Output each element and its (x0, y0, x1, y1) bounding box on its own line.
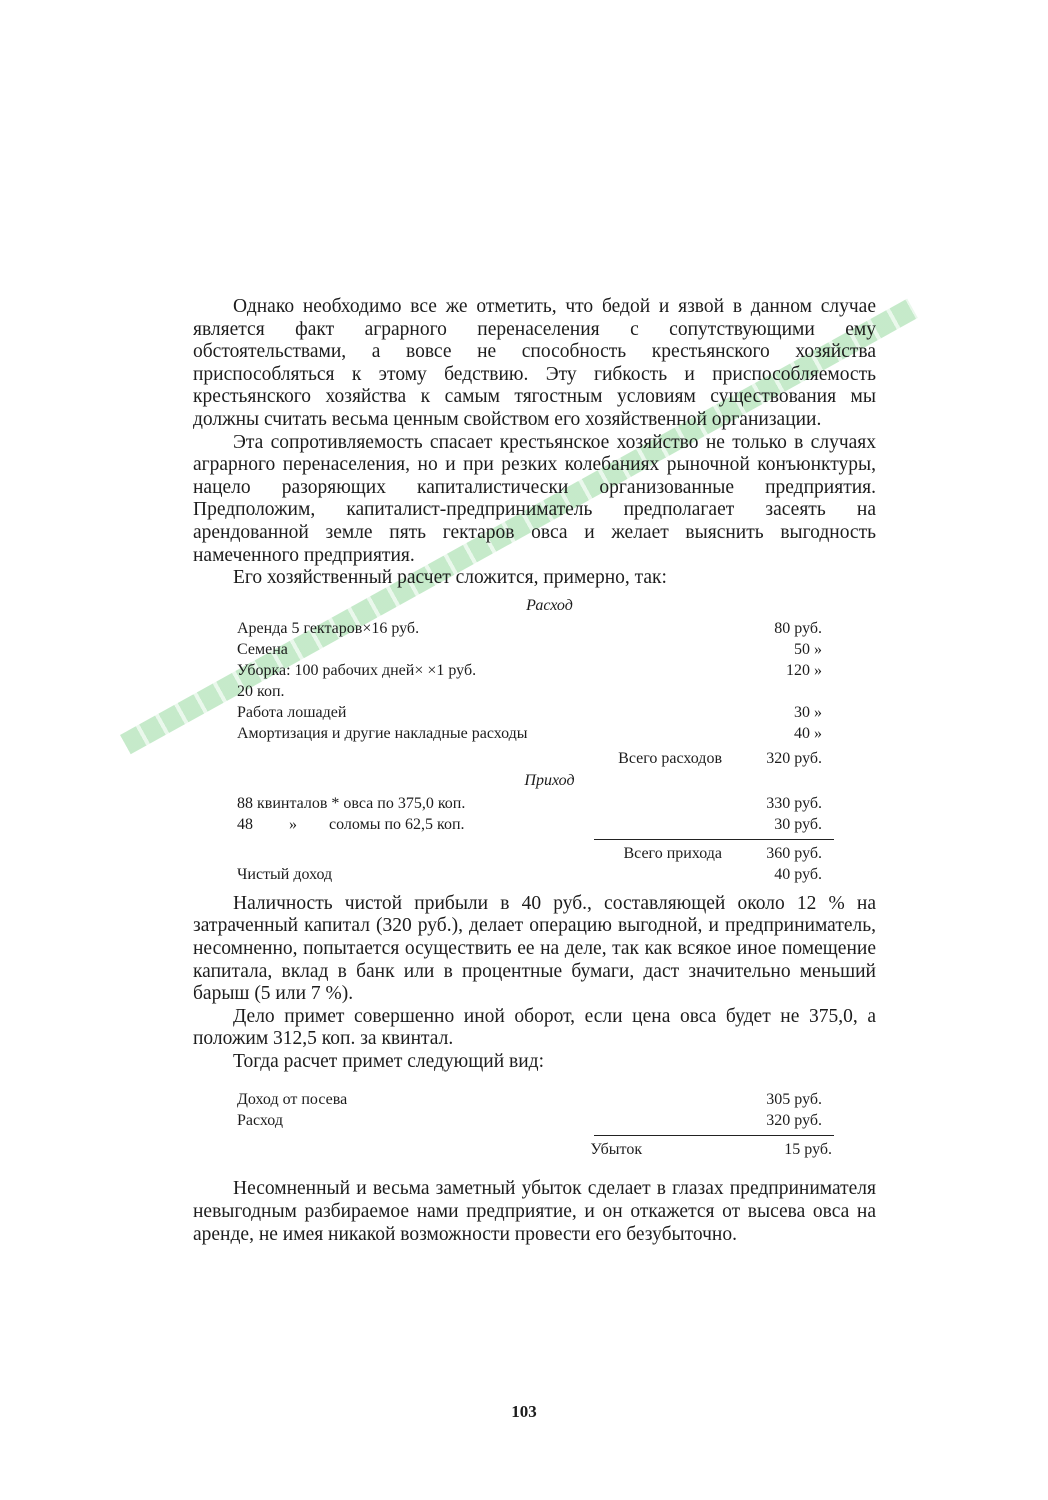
row-label: 88 квинталов * овса по 375,0 коп. (237, 794, 466, 812)
row-label: Расход (237, 1112, 283, 1130)
expense-total-label: Всего расходов (618, 749, 722, 767)
row-label: Амортизация и другие накладные расходы (237, 724, 528, 742)
table-row (237, 639, 832, 660)
table-total-row (237, 1139, 832, 1160)
loss-table (237, 1089, 832, 1160)
paragraph-6: Тогда расчет примет следующий вид: (233, 1050, 544, 1072)
row-amount: 40 » (794, 724, 822, 742)
table-row (237, 723, 832, 744)
income-total-label: Всего прихода (623, 844, 722, 862)
table-total-row (237, 748, 832, 769)
paragraph-2: Эта сопротивляемость спасает крестьянское хозяйство не только в случаях аграрного перенаселения, но и при резких колебаниях рыночной конъюнктуры, нацело разоряющих капиталистически организованные предприятия. Предположим, капиталист-предприниматель предполагает засеять на арендованной земле пять гектаров овса и желает выяснить выгодность намеченного предприятия. (193, 431, 876, 566)
net-income-row (237, 864, 832, 885)
table-row (237, 1110, 832, 1131)
loss-total-amount: 15 руб. (784, 1141, 832, 1159)
table-total-row (237, 843, 832, 864)
paragraph-1: Однако необходимо все же отметить, что бедой и язвой в данном случае является факт аграрного перенаселения с сопутствующими ему обстоятельствами, а вовсе не способность крестьянского хозяйства приспособляться к этому бедствию. Эту гибкость и приспособляемость крестьянского хозяйства к самым тягостным условиям существования мы должны считать весьма ценным свойством его хозяйственной организации. (193, 296, 876, 430)
row-amount: 120 » (786, 661, 822, 679)
page-number: 103 (511, 1402, 537, 1421)
table-row (237, 702, 832, 723)
row-label: Уборка: 100 рабочих дней× ×1 руб. 20 коп. (237, 661, 477, 700)
net-income-amount: 40 руб. (774, 865, 822, 883)
table-row (237, 814, 832, 835)
page-body (193, 296, 876, 1246)
row-label: 48 » соломы по 62,5 коп. (237, 815, 465, 833)
row-amount: 305 руб. (766, 1091, 822, 1109)
row-amount: 330 руб. (766, 794, 822, 812)
expense-section-title: Расход (526, 596, 573, 614)
sum-rule (594, 839, 834, 840)
loss-total-label: Убыток (590, 1141, 643, 1159)
table-row (237, 660, 832, 702)
row-label: Аренда 5 гектаров×16 руб. (237, 619, 420, 637)
expense-total-amount: 320 руб. (766, 749, 822, 767)
paragraph-3: Его хозяйственный расчет сложится, примерно, так: (233, 567, 667, 589)
table-row (237, 793, 832, 814)
sum-rule (594, 1135, 834, 1136)
table-row (237, 1089, 832, 1110)
row-label: Семена (237, 640, 288, 658)
paragraph-4: Наличность чистой прибыли в 40 руб., составляющей около 12 % на затраченный капитал (320 руб.), делает операцию выгодной, и предприниматель, несомненно, попытается осуществить ее на деле, так как всякое иное помещение капитала, вклад в банк или в процентные бумаги, даст значительно меньший барыш (5 или 7 %). (193, 892, 876, 1005)
income-section-title: Приход (524, 771, 575, 789)
net-income-label: Чистый доход (237, 865, 333, 883)
row-amount: 320 руб. (766, 1112, 822, 1130)
expense-income-table (237, 594, 832, 885)
income-total-amount: 360 руб. (766, 844, 822, 862)
row-amount: 30 руб. (774, 815, 822, 833)
row-label: Доход от посева (237, 1091, 348, 1109)
paragraph-7: Несомненный и весьма заметный убыток сделает в глазах предпринимателя невыгодным разбираемое нами предприятие, и он откажется от высева овса на аренде, не имея никакой возможности провести его безубыточно. (193, 1178, 876, 1245)
row-amount: 80 руб. (774, 619, 822, 637)
row-amount: 50 » (794, 640, 822, 658)
row-label: Работа лошадей (237, 703, 347, 721)
row-amount: 30 » (794, 703, 822, 721)
paragraph-5: Дело примет совершенно иной оборот, если цена овса будет не 375,0, а положим 312,5 коп. за квинтал. (193, 1005, 876, 1050)
table-row (237, 618, 832, 639)
